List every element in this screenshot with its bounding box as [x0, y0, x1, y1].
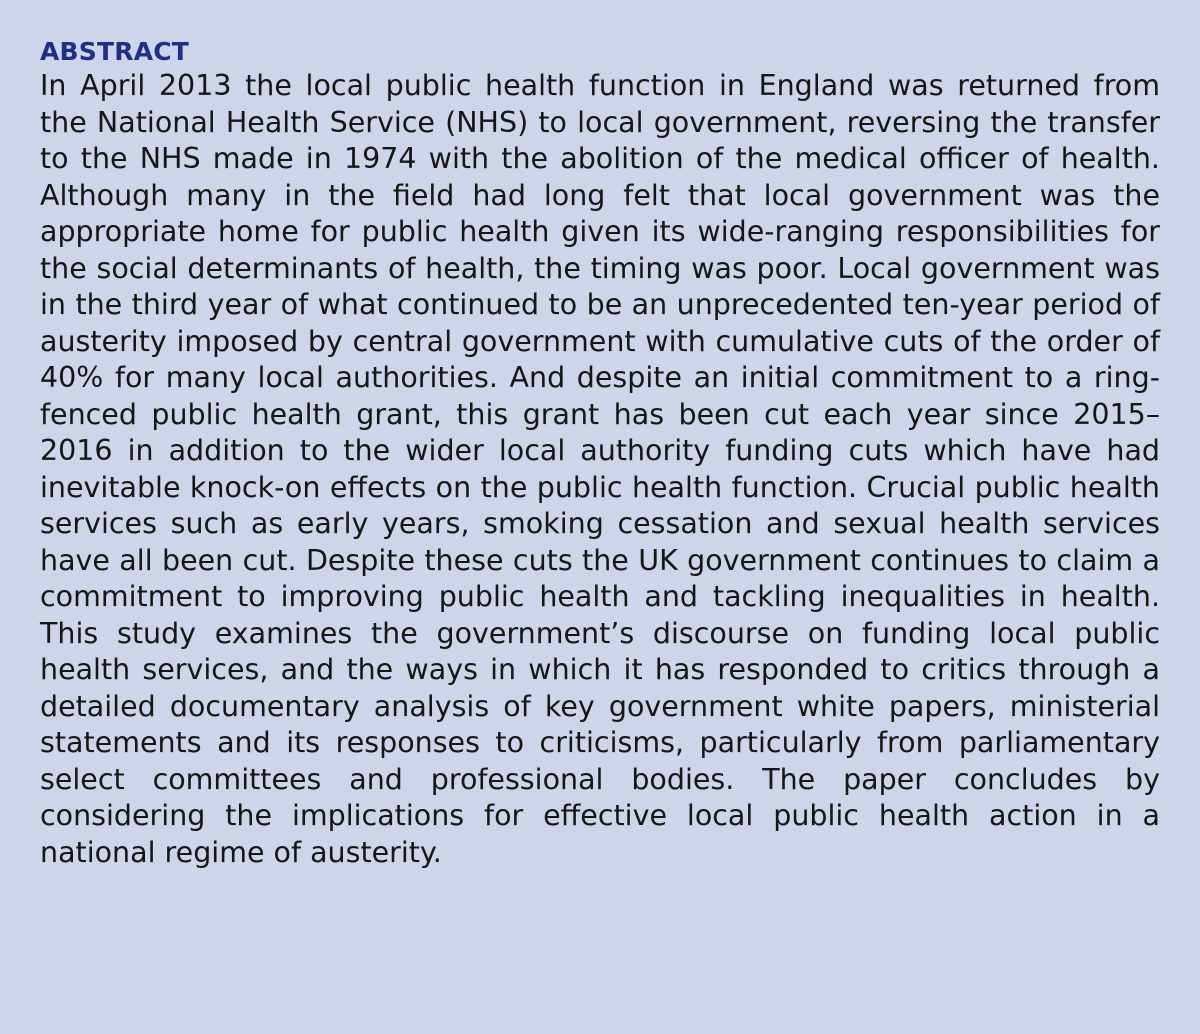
abstract-heading: ABSTRACT [40, 37, 190, 66]
abstract-body: In April 2013 the local public health function in England was returned from the National Health Service (NHS) to local government, reversing the transfer to the NHS made in 1974 with the abolition of the medical officer of health. Although many in the field had long felt that local government was the appropriate home for public health given its wide-ranging responsibilities for the social determinants of health, the timing was poor. Local government was in the third year of what continued to be an unprecedented ten-year period of austerity imposed by central government with cumulative cuts of the order of 40% for many local authorities. And despite an initial commitment to a ring-fenced public health grant, this grant has been cut each year since 2015–2016 in addition to the wider local authority funding cuts which have had inevitable knock-on effects on the public health function. Crucial public health services such as early years, smoking cessation and sexual health services have all been cut. Despite these cuts the UK government continues to claim a commitment to improving public health and tackling inequalities in health. This study examines the government’s discourse on funding local public health services, and the ways in which it has responded to critics through a detailed documentary analysis of key government white papers, ministerial statements and its responses to criticisms, particularly from parliamentary select committees and professional bodies. The paper concludes by considering the implications for effective local public health action in a national regime of austerity. [40, 69, 1160, 869]
abstract-section [40, 36, 1160, 871]
